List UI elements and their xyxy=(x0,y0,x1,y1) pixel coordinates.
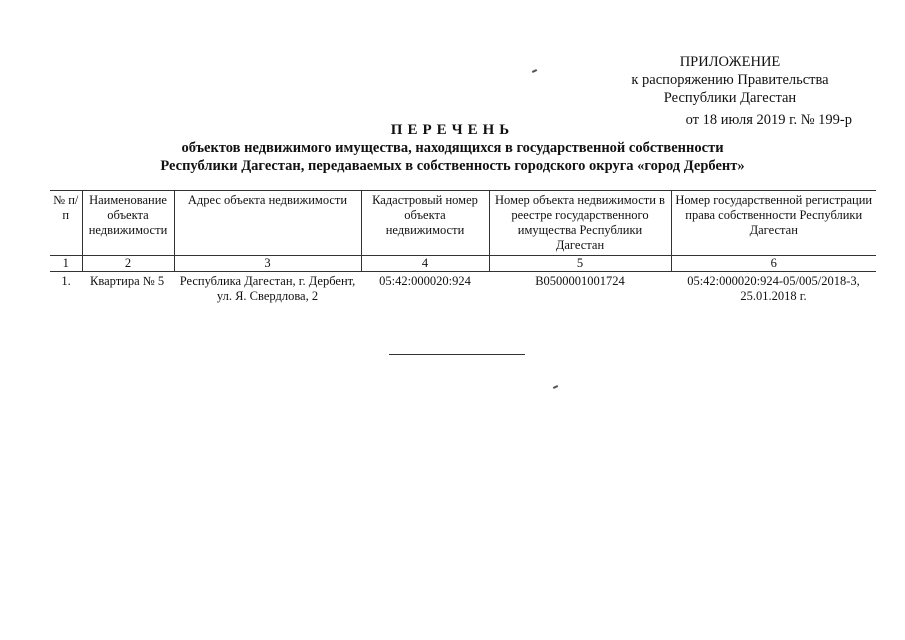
column-number: 3 xyxy=(174,256,361,272)
appendix-header xyxy=(600,53,860,107)
document-subtitle-line-2: Республики Дагестан, передаваемых в собственность городского округа «город Дербент» xyxy=(160,158,745,174)
column-header-name: Наименование объекта недвижимости xyxy=(82,191,174,256)
scan-speck xyxy=(553,385,558,389)
table-row xyxy=(50,272,876,307)
row-number: 1. xyxy=(61,274,71,288)
column-number: 4 xyxy=(361,256,489,272)
column-header-cadastral: Кадастровый номер объекта недвижимости xyxy=(361,191,489,256)
column-number: 1 xyxy=(50,256,82,272)
document-title-block xyxy=(0,121,905,175)
column-header-registration: Номер государственной регистрации права собственности Республики Дагестан xyxy=(671,191,876,256)
appendix-label: ПРИЛОЖЕНИЕ xyxy=(679,54,781,70)
column-header-number: № п/п xyxy=(50,191,82,256)
cadastral-number: 05:42:000020:924 xyxy=(379,274,471,288)
table-header-row xyxy=(50,191,876,256)
scan-speck xyxy=(532,69,537,73)
column-number: 6 xyxy=(671,256,876,272)
registration-number: 05:42:000020:924-05/005/2018-3, 25.01.2018 г. xyxy=(687,274,860,303)
column-number-row xyxy=(50,256,876,272)
appendix-order-line: к распоряжению Правительства xyxy=(631,72,829,88)
appendix-government-line: Республики Дагестан xyxy=(663,90,797,106)
property-name: Квартира № 5 xyxy=(90,274,165,288)
document-title: ПЕРЕЧЕНЬ xyxy=(390,122,515,138)
registry-number: В0500001001724 xyxy=(535,274,625,288)
property-table xyxy=(50,190,876,306)
column-number: 2 xyxy=(82,256,174,272)
column-header-address: Адрес объекта недвижимости xyxy=(174,191,361,256)
document-subtitle-line-1: объектов недвижимого имущества, находящихся в государственной собственности xyxy=(181,140,724,156)
column-header-registry: Номер объекта недвижимости в реестре государственного имущества Республики Дагестан xyxy=(489,191,671,256)
property-address: Республика Дагестан, г. Дербент, ул. Я. Свердлова, 2 xyxy=(179,274,356,303)
closing-divider xyxy=(389,354,525,355)
column-number: 5 xyxy=(489,256,671,272)
appendix-date: от 18 июля 2019 г. № 199-р xyxy=(685,112,852,128)
